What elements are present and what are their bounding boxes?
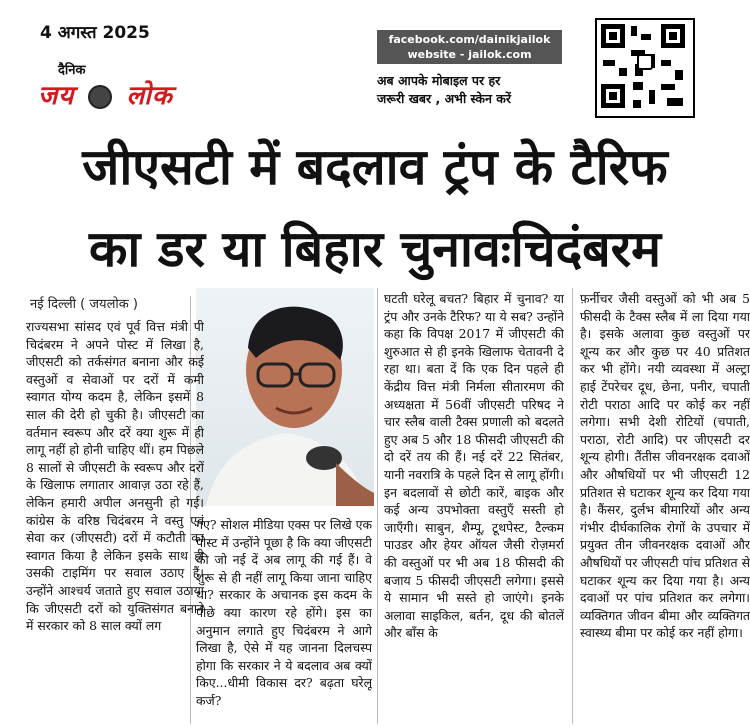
issue-date: 4 अगस्त 2025 <box>40 23 150 43</box>
headline <box>0 126 750 290</box>
promo-line-2: जरूरी खबर , अभी स्केन करें <box>377 91 512 106</box>
qr-promo-text <box>377 72 577 108</box>
logo-word-1: जय <box>38 81 75 111</box>
social-links-banner <box>377 30 562 64</box>
logo-prefix: दैनिक <box>58 63 86 78</box>
newspaper-logo[interactable] <box>30 50 230 112</box>
article-column-1: राज्यसभा सांसद एवं पूर्व वित्त मंत्री पी चिदंबरम ने अपने पोस्ट में लिखा है, जीएसटी को तर्कसंगत बनाना और कई वस्तुओं व सेवाओं पर दरों में कमी स्वागत योग्य कदम है, लेकिन इसमें 8 साल की देरी हो चुकी है। जीएसटी का वर्तमान स्वरूप और दरें क्या शुरू में ही लागू नहीं हो होनी चाहिए थीं। हम पिछले 8 सालों से जीएसटी के स्वरूप और दरों के खिलाफ लगातार आवाज़ उठा रहे हैं, लेकिन हमारी अपील अनसुनी हो गई। कांग्रेस के वरिष्ठ चिदंबरम ने वस्तु एवं सेवा कर (जीएसटी) दरों में कटौती का स्वागत किया है लेकिन इसके साथ ही उसकी टाइमिंग पर सवाल उठाए हैं। उन्होंने आश्चर्य जताते हुए सवाल उठाया कि जीएसटी दरों को युक्तिसंगत बनाने में सरकार को 8 साल क्यों लग <box>26 319 204 634</box>
logo-word-2: लोक <box>126 81 173 111</box>
article-photo <box>196 288 374 506</box>
article-column-3: घटती घरेलू बचत? बिहार में चुनाव? या ट्रंप और उनके टैरिफ? या ये सब? उन्होंने कहा कि विपक्ष 2017 में जीएसटी की शुरुआत से ही इनके खिलाफ चेतावनी दे रहा था। बता दें कि एक दिन पहले ही केंद्रीय वित्त मंत्री निर्मला सीतारमण की अध्यक्षता में 56वीं जीएसटी परिषद ने चार स्लैब वाली टैक्स प्रणाली को बदलते हुए अब 5 और 18 फीसदी जीएसटी की दो दरें तय की हैं। नई दरें 22 सितंबर, यानी नवरात्रि के पहले दिन से लागू होंगी। इन बदलावों से छोटी कारें, बाइक और कई अन्य उपभोक्ता वस्तुएँ सस्ती हो जाएँगी। साबुन, शैम्पू, टूथपेस्ट, टैल्कम पाउडर और हेयर ऑयल जैसी रोज़मर्रा की वस्तुओं पर भी अब 18 फीसदी की बजाय 5 फीसदी जीएसटी लगेगा। इससे ये सामान भी सस्ते हो जाएंगे। इनके अलावा साइकिल, बर्तन, दूध की बोतलें और बाँस के <box>384 291 564 641</box>
masthead <box>0 0 750 124</box>
website-link[interactable]: website - jailok.com <box>407 48 532 61</box>
article-column-4: फ़र्नीचर जैसी वस्तुओं को भी अब 5 फीसदी के टैक्स स्लैब में ला दिया गया है। इसके अलावा कुछ वस्तुओं पर शून्य कर और कुछ पर 40 प्रतिशत कर भी होंगे। नयी व्यवस्था में अल्ट्रा हाई टेंपरेचर दूध, छेना, पनीर, चपाती रोटी पराठा आदि पर कोई कर नहीं लगेगा। सभी देशी रोटियों (चपाती, पराठा, रोटी आदि) पर जीएसटी दर शून्य होगी। तैंतीस जीवनरक्षक दवाओं और औषधियों पर भी जीएसटी 12 प्रतिशत से घटाकर शून्य कर दिया गया है। कैंसर, दुर्लभ बीमारियों और अन्य गंभीर दीर्घकालिक रोगों के उपचार में प्रयुक्त तीन जीवनरक्षक दवाओं और औषधियों पर जीएसटी पांच प्रतिशत से घटाकर शून्य कर दिया गया है। अन्य दवाओं पर पांच प्रतिशत कर लगेगा। व्यक्तिगत जीवन बीमा और व्यक्तिगत स्वास्थ्य बीमा पर कोई कर नहीं होगा। <box>580 291 750 641</box>
facebook-link[interactable]: facebook.com/dainikjailok <box>388 33 551 46</box>
article-column-2: गए? सोशल मीडिया एक्स पर लिखे एक पोस्ट में उन्होंने पूछा है कि क्या जीएसटी की जो नई दें अब लागू की गई हैं। वे शुरू से ही नहीं लागू किया जाना चाहिए था? सरकार के अचानक इस कदम के पीछे क्या कारण रहे होंगे। इस का अनुमान लगाते हुए चिदंबरम ने आगे लिखा है, ऐसे में यह जानना दिलचस्प होगा कि सरकार ने ये बदलाव अब क्यों किए...धीमी विकास दर? बढ़ता घरेलू कर्ज? <box>196 517 372 708</box>
qr-code[interactable] <box>595 18 695 118</box>
column-divider <box>572 288 573 724</box>
column-divider <box>377 288 378 724</box>
promo-line-1: अब आपके मोबाइल पर हर <box>377 73 501 88</box>
dateline: नई दिल्ली ( जयलोक ) <box>30 297 138 312</box>
portrait-illustration <box>196 288 374 506</box>
headline-line-2: का डर या बिहार चुनावःचिदंबरम <box>88 220 662 278</box>
globe-icon <box>88 85 112 109</box>
logo-title <box>38 76 173 112</box>
headline-line-1: जीएसटी में बदलाव ट्रंप के टैरिफ <box>82 138 668 196</box>
